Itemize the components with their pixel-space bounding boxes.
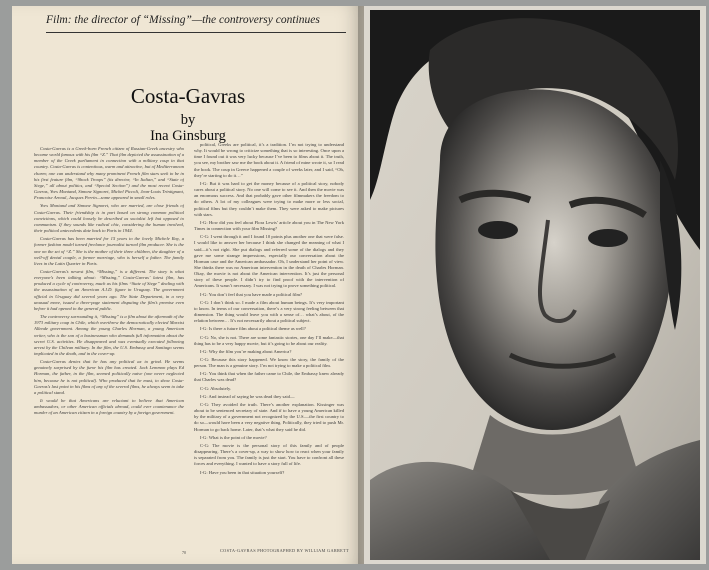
paragraph: The controversy surrounding it, “Missing” is a film about the aftermath of the 1973 military coup in Chile, which overthrew the democratically elected Marxist Allende government. Among the young Charles Horman, a young American writer, who is the son of a businessman who demands full information about the secret U.S. activities. He disappeared and was eventually executed following arrest by the Chilean military. In the film, the U.S. Embassy and Santiago seems implicated in the death, and in the cover-up. xyxy=(34,314,184,356)
paragraph: I-G: You don’t feel that you have made a political film? xyxy=(200,291,303,297)
header-rule xyxy=(46,32,346,33)
paragraph: C-G: They avoided the truth. There’s another explanation. Kissinger was about to be sentenced secretary of state. And if to have a young American killed by the military of a government not recognized by the U.S.—the first country to do so—would have been a very negative thing. Politically, they tried to push Mr. Horman to go back home. Later, that’s what they said he did. xyxy=(194,401,344,432)
paragraph: C-G: Absolutely. xyxy=(200,385,232,391)
text-column-right xyxy=(194,142,344,546)
paragraph: I-G: Why the film you’re making about America? xyxy=(200,348,292,354)
text-column-left xyxy=(34,146,184,546)
byline-by: by xyxy=(180,112,196,128)
face xyxy=(435,89,672,430)
photo-credit: COSTA-GAVRAS PHOTOGRAPHED BY WILLIAM GARRETT xyxy=(220,548,349,553)
paragraph: C-G: Because this story happened. We know the story, the family of the person. The man is a genuine story. I’m not trying to make a political film. xyxy=(194,357,344,369)
paragraph: I-G: What is the point of the movie? xyxy=(200,434,267,440)
paragraph: political, Greeks are political, it’s a tradition. I’m not trying to understand why. It would be wrong to criticize something that is so interesting. Once upon a time I found out it was very lucky because I’ve been to films about it. The truth, you see, my brother saw me the book about it. A friend of mine wrote it, so I read the book. The coup in Greece happened a couple of weeks later, and I said, “Oh, they’re starting to do it…” xyxy=(194,142,344,178)
paragraph: C-G: I don’t think so. I made a film about human beings. It’s very important to know. In terms of our conversation, there’s a very strong feeling between that dimension. The thing would leave you with a sense of… what’s about, of the relation between… It’s not necessarily about a political subject. xyxy=(194,299,344,324)
portrait-photo xyxy=(370,10,700,560)
paragraph: C-G: No, she is not. There are some fantastic stories, one day I’ll make—that thing has to be a very happy movie, but it’s going to be about our reality. xyxy=(194,334,344,346)
paragraph: Costa-Gavras’s newest film, “Missing,” is a different. The story is what everyone’s been talking about: “Missing,” Costa-Gavras’ latest film, has produced a cycle of controversy, much as his films “State of Siege” dealing with the assassination of an American A.I.D. figure in Uruguay. The government official in Uruguay did several years ago. The State Department, in a very unusual move, issued a three-page statement disputing the film’s premise even before it had opened to the general public. xyxy=(34,268,184,311)
paragraph: I-G: And instead of saying he was dead they said— xyxy=(200,393,295,399)
byline-author: Ina Ginsburg xyxy=(150,128,226,144)
byline xyxy=(12,112,364,144)
paragraph: I-G: But it was hard to get the money because of a political story, nobody cares about a political story. No one will come to see it. And then the movie was an enormous success. And that probably gave other filmmakers the freedom to do others. A lot of my colleagues were trying to make more or less social, political films but they couldn’t make them. They were asked to make pictures with stars. xyxy=(194,180,344,217)
paragraph: I-G: You think that when the father came to Chile, the Embassy knew already that Charles was dead? xyxy=(194,371,344,383)
paragraph: Costa-Gavras is a Greek-born French citizen of Russian-Greek ancestry who became world famous with his film “Z.” That film depicted the assassination of a member of the Greek parliament in connection with a military coup in that country. Costa-Gavras is contentious, warm and attractive, but of Mediterranean charm; one can understand why many prominent French film stars seek to be in his first feature film, “Shock Troops” (its director, “In Italian,” and “State of Siege,” all about politics, and “Special Section”) and the most recent Costa-Gavras, Yves Montand, Simone Signoret, Michel Piccoli, Jean-Louis Trintignant, Francoise Arnoul, Jacques Perrin—some appeared in small roles. xyxy=(34,146,184,201)
magazine-spread xyxy=(12,6,706,564)
page-number: 70 xyxy=(182,550,186,555)
page-kicker: Film: the director of “Missing”—the controversy continues xyxy=(46,14,320,26)
paragraph: Yves Montand and Simone Signoret, who are married, are close friends of Costa-Gavras. Their friendship is in part based on strong common political convictions, which could loosely be described as socialist left but opposed to communism. If they sounds like radical chic, considering the human involved, their political antecedents date back to Paris in 1944. xyxy=(34,203,184,234)
paragraph: I-G: Is there a future film about a political theme as well? xyxy=(200,326,306,332)
paragraph: I-G: How did you feel about Flora Lewis’ article about you in The New York Times in connection with your film Missing? xyxy=(194,219,344,232)
paragraph: I-G: Have you been in that situation yourself? xyxy=(200,469,285,475)
eye-left xyxy=(478,221,518,239)
article-title: Costa-Gavras xyxy=(130,84,246,108)
paragraph: C-G: The movie is the personal story of this family and of people disappearing. There’s a cover-up, a way to show how to react when your family is separated from you. The family is just the start. You have to confront all these forces and everything. I wanted to have a story full of life. xyxy=(194,442,344,467)
eye-right xyxy=(588,229,628,247)
paragraph: C-G: I went through it and I found 10 points plus another one that were false. I would like to answer her because I think she changed the meaning of what I said—it’s not right. She put dialogs and referred some of the dialogs and they gave me some strange impressions, especially our conversation about the Horman case and the American ambassador. Oh, I understand her point of view. She thinks there was no American intervention in the death of Charles Horman. Okay, the movie is not about the American intervention. It’s just the personal story of these people. I didn’t try to find proof with the intervention of Americans. It wasn’t necessary. I was not trying to prove something political. xyxy=(194,234,344,289)
paragraph: Costa-Gavras has been married for 15 years to the lovely Michele Ray, a former fashion model turned freelance journalist turned film producer. She is the one on the set of “Z.” She is the mother of their three children, the daughter of a well-off dental couple, a former marriage, who is herself a father. The family lives in the Latin Quarter in Paris. xyxy=(34,236,184,266)
right-page xyxy=(364,6,706,564)
paragraph: It would be that Americans are reluctant to believe that American ambassadors, or other American officials abroad, could ever countenance the murder of an American citizen in a foreign country by a foreign government. xyxy=(34,398,184,416)
left-page xyxy=(12,6,364,564)
paragraph: Costa-Gavras denies that he has any political ax to grind. He seems genuinely surprised by the furor his film has created. Jack Lemmon plays Ed Horman, the father, in the film, seemed politically naive (one never neglected him, because he is not political). Who produced that he must, to show Costa-Gavras’s last point in his films of any of the several films, he always seem to take a political stand. xyxy=(34,359,184,395)
